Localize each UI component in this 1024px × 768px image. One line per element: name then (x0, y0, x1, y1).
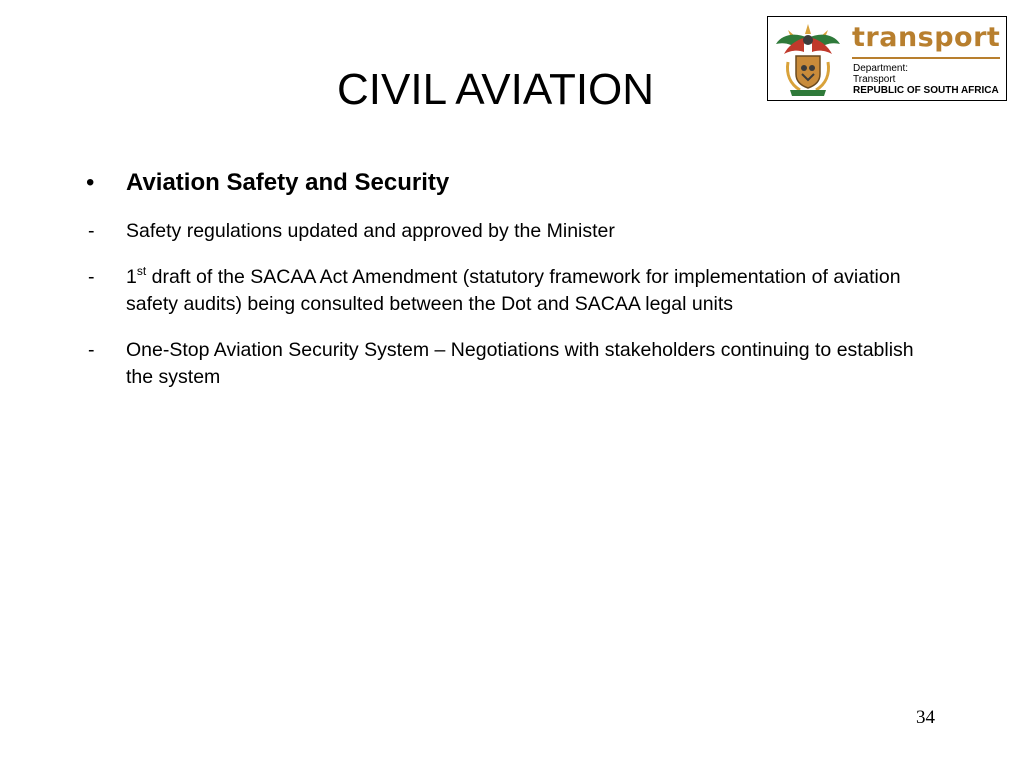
page-number: 34 (916, 707, 935, 728)
list-item-text: Safety regulations updated and approved by the Minister (126, 220, 615, 242)
list-item-text: One-Stop Aviation Security System – Negotiations with stakeholders continuing to establish the system (126, 339, 914, 388)
list-item-ordinal-suffix: st (136, 264, 147, 278)
list-item-text: draft of the SACAA Act Amendment (statutory framework for implementation of aviation safety audits) being consulted between the Dot and SACAA legal units (126, 266, 901, 315)
dash-marker: - (88, 220, 95, 242)
coat-of-arms-icon (774, 22, 842, 97)
list-item (86, 264, 946, 318)
department-logo (767, 16, 1007, 101)
logo-country-name: REPUBLIC OF SOUTH AFRICA (853, 85, 999, 96)
logo-department-name: Transport (853, 74, 896, 85)
logo-divider (852, 57, 1000, 59)
list-item (86, 337, 946, 391)
list-item (86, 218, 946, 245)
bullet-heading-text: Aviation Safety and Security (126, 169, 450, 196)
slide-body (86, 166, 946, 410)
dash-marker: - (88, 339, 95, 361)
slide-title: CIVIL AVIATION (337, 65, 655, 114)
logo-wordmark: transport (852, 22, 1001, 53)
bullet-marker: • (86, 169, 95, 196)
list-item-ordinal: 1 (126, 266, 137, 288)
logo-department-label: Department: (853, 63, 909, 74)
bullet-heading (86, 166, 946, 200)
dash-marker: - (88, 266, 95, 288)
